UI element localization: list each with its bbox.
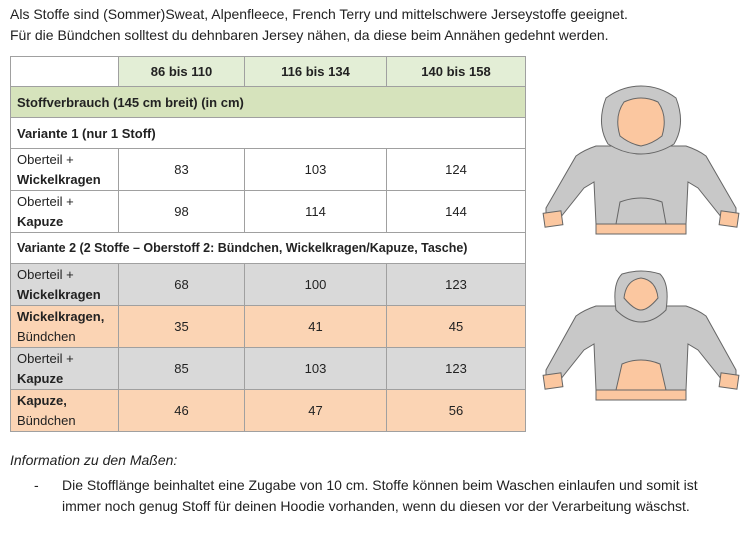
row-label-bold: Wickelkragen bbox=[17, 171, 101, 187]
value-cell: 46 bbox=[119, 390, 245, 432]
row-label bbox=[11, 149, 119, 191]
hoodie-with-wrap-collar-illustration bbox=[536, 270, 746, 410]
row-label bbox=[11, 191, 119, 233]
value-cell: 56 bbox=[387, 390, 526, 432]
table-row bbox=[11, 149, 526, 191]
intro-text bbox=[10, 4, 750, 46]
value-cell: 85 bbox=[119, 348, 245, 390]
value-cell: 35 bbox=[119, 306, 245, 348]
left-cuff bbox=[543, 211, 563, 227]
right-cuff bbox=[719, 373, 739, 389]
section-variant1-row bbox=[11, 118, 526, 149]
value-cell: 103 bbox=[245, 348, 387, 390]
row-label bbox=[11, 306, 119, 348]
section-variant2-title: Variante 2 (2 Stoffe – Oberstoff 2: Bündchen, Wickelkragen/Kapuze, Tasche) bbox=[11, 233, 526, 264]
right-cuff bbox=[719, 211, 739, 227]
value-cell: 100 bbox=[245, 264, 387, 306]
value-cell: 41 bbox=[245, 306, 387, 348]
row-label-bold: Wickelkragen, bbox=[17, 308, 105, 324]
table-row bbox=[11, 264, 526, 306]
row-label bbox=[11, 390, 119, 432]
row-label-plain: Oberteil + bbox=[17, 193, 74, 209]
row-label-plain: Oberteil + bbox=[17, 151, 74, 167]
value-cell: 123 bbox=[387, 348, 526, 390]
intro-line-1: Als Stoffe sind (Sommer)Sweat, Alpenfleece, French Terry und mittelschwere Jerseystoffe geeignet. bbox=[10, 6, 628, 22]
hoodie-with-hood-illustration bbox=[536, 84, 746, 246]
value-cell: 124 bbox=[387, 149, 526, 191]
value-cell: 68 bbox=[119, 264, 245, 306]
pocket bbox=[616, 360, 666, 390]
row-label-bold: Kapuze bbox=[17, 370, 64, 386]
row-label-plain: Bündchen bbox=[17, 328, 76, 344]
fabric-consumption-table bbox=[10, 56, 526, 432]
pocket bbox=[616, 198, 666, 224]
row-label-bold: Kapuze bbox=[17, 213, 64, 229]
table-header-row bbox=[11, 57, 526, 87]
value-cell: 47 bbox=[245, 390, 387, 432]
section-variant1-title: Variante 1 (nur 1 Stoff) bbox=[11, 118, 526, 149]
table-row bbox=[11, 306, 526, 348]
waistband bbox=[596, 224, 686, 234]
header-size-140-158: 140 bis 158 bbox=[387, 57, 526, 87]
row-label bbox=[11, 264, 119, 306]
value-cell: 45 bbox=[387, 306, 526, 348]
row-label-bold: Kapuze, bbox=[17, 392, 67, 408]
info-caption: Information zu den Maßen: bbox=[10, 452, 178, 468]
info-bullet bbox=[10, 475, 740, 517]
row-label-bold: Wickelkragen bbox=[17, 286, 101, 302]
value-cell: 83 bbox=[119, 149, 245, 191]
value-cell: 144 bbox=[387, 191, 526, 233]
value-cell: 98 bbox=[119, 191, 245, 233]
header-empty-cell bbox=[11, 57, 119, 87]
value-cell: 123 bbox=[387, 264, 526, 306]
waistband bbox=[596, 390, 686, 400]
header-size-86-110: 86 bis 110 bbox=[119, 57, 245, 87]
value-cell: 103 bbox=[245, 149, 387, 191]
table-row bbox=[11, 390, 526, 432]
section-variant2-row bbox=[11, 233, 526, 264]
row-label bbox=[11, 348, 119, 390]
bullet-text: Die Stofflänge beinhaltet eine Zugabe von 10 cm. Stoffe können beim Waschen einlaufen und somit ist immer noch genug Stoff für deinen Hoodie vorhanden, wenn du diesen vor der Verarbeitung wäschst. bbox=[62, 477, 698, 514]
row-label-plain: Oberteil + bbox=[17, 266, 74, 282]
intro-line-2: Für die Bündchen solltest du dehnbaren Jersey nähen, da diese beim Annähen gedehnt werden. bbox=[10, 27, 609, 43]
bullet-dash: - bbox=[34, 477, 39, 493]
measurement-info bbox=[10, 450, 740, 517]
section-total-title: Stoffverbrauch (145 cm breit) (in cm) bbox=[11, 87, 526, 118]
left-cuff bbox=[543, 373, 563, 389]
hood-lining bbox=[618, 98, 665, 146]
table-row bbox=[11, 348, 526, 390]
table-row bbox=[11, 191, 526, 233]
row-label-plain: Oberteil + bbox=[17, 350, 74, 366]
row-label-plain: Bündchen bbox=[17, 412, 76, 428]
section-total-row bbox=[11, 87, 526, 118]
value-cell: 114 bbox=[245, 191, 387, 233]
header-size-116-134: 116 bis 134 bbox=[245, 57, 387, 87]
